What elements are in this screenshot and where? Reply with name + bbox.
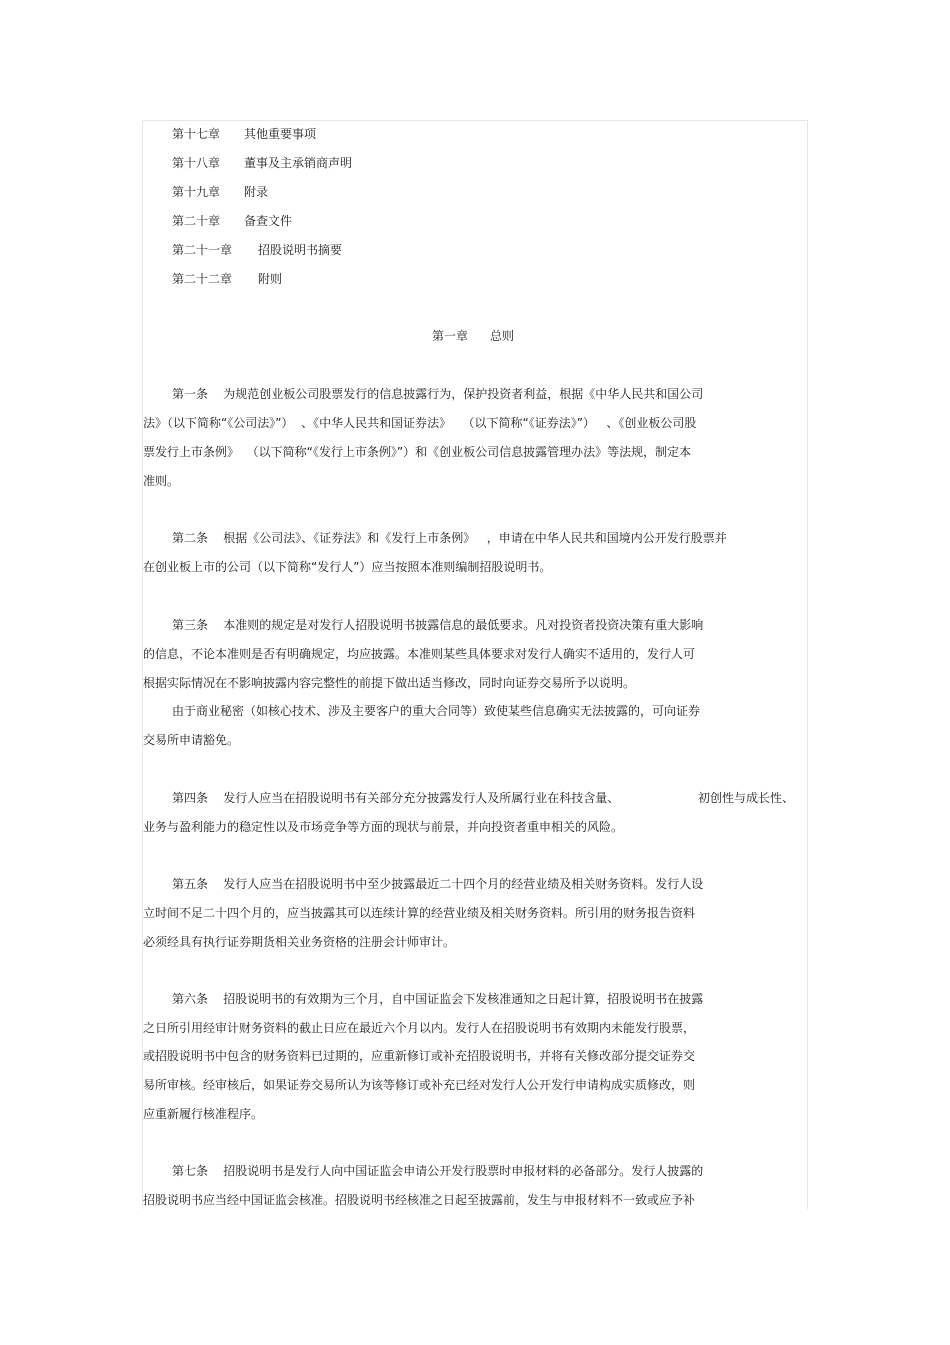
article-2-line: 在创业板上市的公司（以下简称“发行人”）应当按照本准则编制招股说明书。 (143, 560, 552, 574)
article-5-line: 必须经具有执行证券期货相关业务资格的注册会计师审计。 (143, 935, 456, 949)
toc-chapter-number: 第十七章 (172, 127, 221, 141)
toc-chapter-title: 董事及主承销商声明 (244, 156, 353, 170)
toc-chapter-title: 附录 (244, 185, 269, 199)
chapter-number: 第一章 (432, 329, 469, 343)
article-3-line: 交易所申请豁免。 (143, 733, 240, 747)
article-1-line: 票发行上市条例》 （以下简称“《发行上市条例》”）和《创业板公司信息披露管理办法》等法规，制定本 (143, 445, 692, 459)
article-4-line: 第四条 发行人应当在招股说明书有关部分充分披露发行人及所属行业在科技含量、 (172, 791, 620, 805)
toc-chapter-title: 附则 (258, 272, 283, 286)
article-7-line: 招股说明书应当经中国证监会核准。招股说明书经核准之日起至披露前，发生与申报材料不一致或应予补 (143, 1193, 696, 1207)
article-6-line: 易所审核。经审核后，如果证券交易所认为该等修订或补充已经对发行人公开发行申请构成实质修改，则 (143, 1078, 696, 1092)
article-3-line: 的信息，不论本准则是否有明确规定，均应披露。本准则某些具体要求对发行人确实不适用的，发行人可 (143, 647, 696, 661)
toc-chapter-number: 第二十一章 (172, 243, 233, 257)
toc-chapter-number: 第十九章 (172, 185, 221, 199)
document-page (142, 120, 808, 1209)
article-6-line: 第六条 招股说明书的有效期为三个月，自中国证监会下发核准通知之日起计算，招股说明书在披露 (172, 992, 704, 1006)
article-3-line: 根据实际情况在不影响披露内容完整性的前提下做出适当修改，同时向证券交易所予以说明。 (143, 676, 636, 690)
article-5-line: 第五条 发行人应当在招股说明书中至少披露最近二十四个月的经营业绩及相关财务资料。发行人设 (172, 877, 704, 891)
toc-chapter-title: 备查文件 (244, 214, 293, 228)
article-3-line: 第三条 本准则的规定是对发行人招股说明书披露信息的最低要求。凡对投资者投资决策有重大影响 (172, 618, 704, 632)
toc-chapter-number: 第二十章 (172, 214, 221, 228)
article-6-line: 之日所引用经审计财务资料的截止日应在最近六个月以内。发行人在招股说明书有效期内未能发行股票， (143, 1021, 696, 1035)
toc-chapter-title: 其他重要事项 (244, 127, 317, 141)
toc-chapter-number: 第十八章 (172, 156, 221, 170)
chapter-title: 总则 (490, 329, 515, 343)
article-4-line: 业务与盈利能力的稳定性以及市场竞争等方面的现状与前景，并向投资者重申相关的风险。 (143, 820, 624, 834)
article-3-line: 由于商业秘密（如核心技术、涉及主要客户的重大合同等）致使某些信息确实无法披露的，可向证券 (172, 704, 701, 718)
article-6-line: 应重新履行核准程序。 (143, 1107, 264, 1121)
article-1-line: 法》（以下简称“《公司法》”） 、《中华人民共和国证券法》 （以下简称“《证券法》”） 、《创业板公司股 (143, 416, 697, 430)
article-1-line: 第一条 为规范创业板公司股票发行的信息披露行为，保护投资者利益，根据《中华人民共和国公司 (172, 387, 704, 401)
article-1-line: 准则。 (143, 474, 180, 488)
article-7-line: 第七条 招股说明书是发行人向中国证监会申请公开发行股票时申报材料的必备部分。发行人披露的 (172, 1164, 704, 1178)
toc-chapter-number: 第二十二章 (172, 272, 233, 286)
toc-chapter-title: 招股说明书摘要 (258, 243, 343, 257)
article-6-line: 或招股说明书中包含的财务资料已过期的，应重新修订或补充招股说明书，并将有关修改部分提交证券交 (143, 1049, 696, 1063)
article-2-line: 第二条 根据《公司法》、《证券法》和《发行上市条例》 ，申请在中华人民共和国境内公开发行股票并 (172, 531, 727, 545)
article-4-line: 初创性与成长性、 (698, 791, 795, 805)
article-5-line: 立时间不足二十四个月的，应当披露其可以连续计算的经营业绩及相关财务资料。所引用的财务报告资料 (143, 906, 696, 920)
